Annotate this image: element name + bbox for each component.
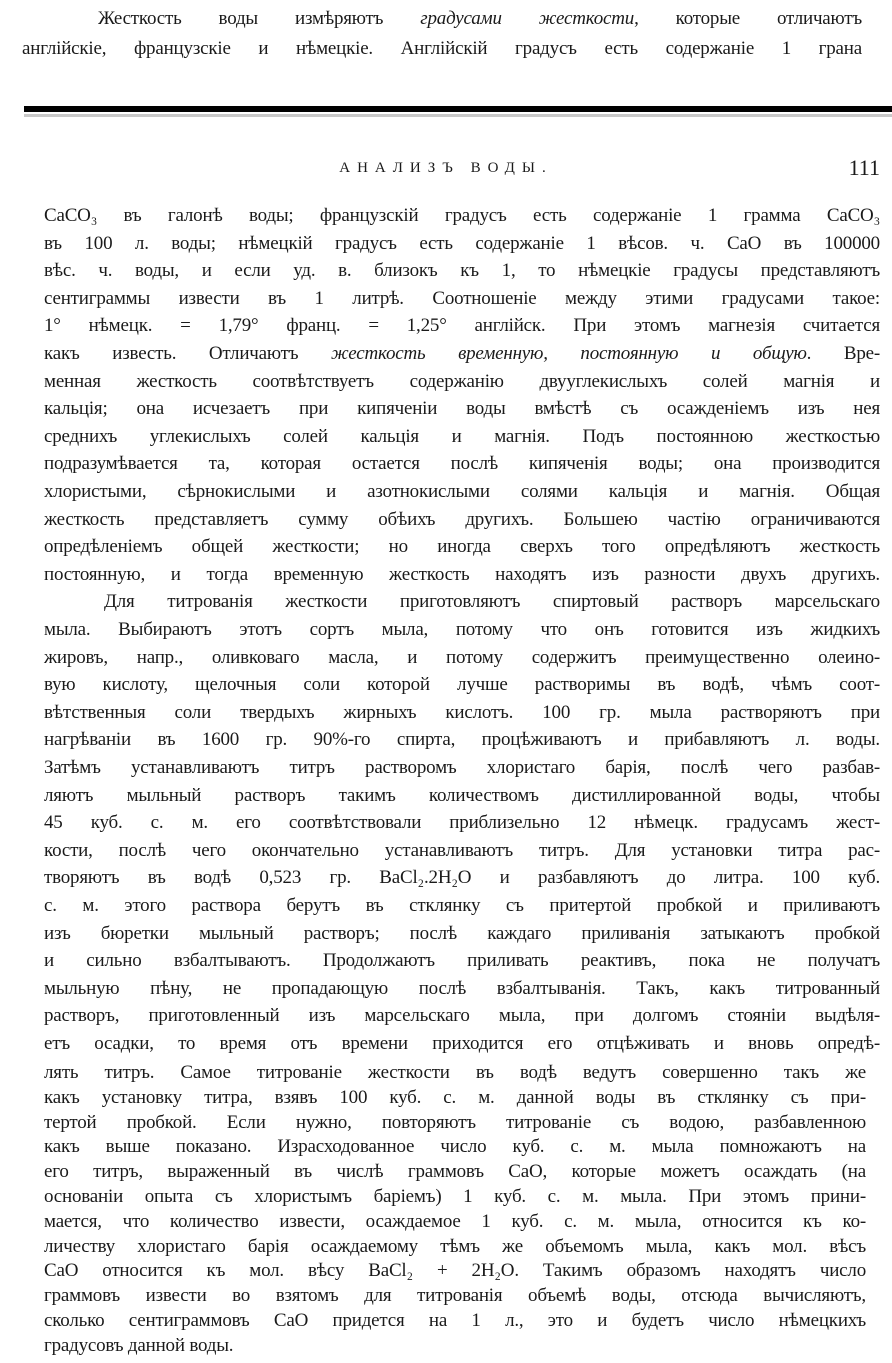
text-line — [44, 757, 880, 779]
text-segment: англійскіе, французскіе и нѣмецкіе. Англійскій градусъ есть содержаніе 1 грана — [22, 38, 862, 59]
text-line — [44, 1033, 880, 1055]
text-line — [44, 1335, 866, 1357]
text-line — [44, 978, 880, 1000]
text-segment: какъ установку титра, взявъ 100 куб. с. м. данной воды въ стклянку съ при- — [44, 1086, 866, 1108]
text-line — [44, 895, 880, 917]
text-line — [44, 1136, 866, 1158]
text-segment: сентиграммы извести въ 1 литрѣ. Соотношеніе между этими градусами такое: — [44, 287, 880, 309]
text-segment: мыльную пѣну, не пропадающую послѣ взбалтыванія. Такъ, какъ титрованный — [44, 977, 880, 999]
text-line — [22, 38, 862, 60]
text-line — [44, 840, 880, 862]
text-segment: въ 100 л. воды; нѣмецкій градусъ есть содержаніе 1 вѣсов. ч. CaO въ 100000 — [44, 232, 880, 254]
text-line — [44, 564, 880, 586]
text-line — [44, 647, 880, 669]
page-number: 111 — [848, 155, 880, 180]
page-divider-shadow — [24, 114, 892, 117]
text-segment: какъ известь. Отличаютъ — [44, 343, 332, 364]
text-segment: граммовъ извести во взятомъ для титрованія объемѣ воды, отсюда вычисляютъ, — [44, 1285, 866, 1307]
text-segment: и сильно взбалтываютъ. Продолжаютъ приливать реактивъ, пока не получатъ — [44, 950, 880, 972]
text-segment: менная жесткость соотвѣтствуетъ содержанію двууглекислыхъ солей магнія и — [44, 370, 880, 392]
text-segment: Жесткость воды измѣряютъ — [98, 8, 421, 29]
text-line — [44, 1112, 866, 1134]
text-segment: какъ выше показано. Израсходованное число куб. с. м. мыла помножаютъ на — [44, 1136, 866, 1158]
italic-text: градусами жесткости — [420, 8, 635, 29]
text-segment: личеству хлористаго барія осаждаемому тѣмъ же объемомъ мыла, какъ мол. вѣсъ — [44, 1235, 866, 1257]
text-line — [44, 536, 880, 558]
text-line — [44, 1161, 866, 1183]
text-segment: подразумѣвается та, которая остается послѣ кипяченія воды; она производится — [44, 453, 880, 475]
text-segment: жировъ, напр., оливковаго масла, и потому содержитъ преимущественно олеино- — [44, 646, 880, 668]
text-segment: вую кислоту, щелочныя соли которой лучше растворимы въ водѣ, чѣмъ соот- — [44, 674, 880, 696]
text-line — [44, 1285, 866, 1307]
text-line — [44, 812, 880, 834]
text-segment: . Вре- — [806, 343, 880, 364]
text-line — [44, 867, 880, 889]
text-line — [44, 509, 880, 531]
text-segment: 45 куб. с. м. его соотвѣтствовали приблизельно 12 нѣмецк. градусамъ жест- — [44, 812, 880, 834]
text-line — [44, 205, 880, 227]
text-segment: тертой пробкой. Если нужно, повторяютъ титрованіе съ водою, разбавленною — [44, 1111, 866, 1133]
text-line — [44, 260, 880, 282]
text-segment: градусовъ данной воды. — [44, 1334, 234, 1356]
text-line — [44, 481, 880, 503]
text-segment: етъ осадки, то время отъ времени приходится его отцѣживать и вновь опредѣ- — [44, 1033, 880, 1054]
running-title: АНАЛИЗЪ ВОДЫ. — [339, 160, 553, 176]
text-segment: Затѣмъ устанавливаютъ титръ растворомъ хлористаго барія, послѣ чего разбав- — [44, 757, 880, 778]
text-line — [44, 426, 880, 448]
text-segment: сколько сентиграммовъ CaO придется на 1 л., это и будетъ число нѣмецкихъ — [44, 1310, 866, 1331]
text-line — [44, 785, 880, 807]
text-segment: постоянную, и тогда временную жесткость находятъ изъ разности двухъ другихъ. — [44, 563, 880, 585]
text-line — [104, 591, 880, 613]
text-line — [44, 1260, 866, 1282]
text-line — [44, 343, 880, 365]
text-segment: хлористыми, сѣрнокислыми и азотнокислыми солями кальція и магнія. Общая — [44, 481, 880, 502]
text-line — [44, 619, 880, 641]
text-line — [44, 1211, 866, 1233]
text-segment: с. м. этого раствора берутъ въ стклянку съ притертой пробкой и приливаютъ — [44, 895, 880, 916]
text-segment: творяютъ въ водѣ 0,523 гр. BaCl₂.2H₂O и разбавляютъ до литра. 100 куб. — [44, 867, 880, 889]
text-line — [44, 674, 880, 696]
text-segment: кальція; она исчезаетъ при кипяченіи воды вмѣстѣ съ осажденіемъ изъ нея — [44, 398, 880, 420]
text-line — [44, 702, 880, 724]
text-segment: жесткость представляетъ сумму обѣихъ другихъ. Большею частію ограничиваются — [44, 508, 880, 530]
text-line — [44, 453, 880, 475]
text-line — [44, 315, 880, 337]
text-line — [44, 1062, 866, 1084]
text-line — [98, 8, 862, 30]
text-line — [44, 398, 880, 420]
text-segment: вѣс. ч. воды, и если уд. в. близокъ къ 1, то нѣмецкіе градусы представляютъ — [44, 260, 880, 282]
italic-text: жесткость временную, постоянную и общую — [331, 343, 807, 364]
text-segment: опредѣленіемъ общей жесткости; но иногда сверхъ того опредѣляютъ жесткость — [44, 536, 880, 558]
text-segment: кости, послѣ чего окончательно устанавливаютъ титръ. Для установки титра рас- — [44, 839, 880, 861]
text-segment: его титръ, выраженный въ числѣ граммовъ CaO, которые можетъ осаждать (на — [44, 1161, 866, 1183]
text-line — [44, 1236, 866, 1258]
text-line — [44, 1087, 866, 1109]
text-segment: мыла. Выбираютъ этотъ сортъ мыла, потому что онъ готовится изъ жидкихъ — [44, 619, 880, 640]
text-segment: , которые отличаютъ — [634, 8, 863, 29]
text-segment: изъ бюретки мыльный растворъ; послѣ каждаго приливанія затыкаютъ пробкой — [44, 922, 880, 944]
text-line — [44, 371, 880, 393]
page-divider-rule — [24, 106, 892, 112]
text-segment: среднихъ углекислыхъ солей кальція и магнія. Подъ постоянною жесткостью — [44, 425, 880, 447]
text-line — [44, 1186, 866, 1208]
text-line — [44, 288, 880, 310]
text-segment: Для титрованія жесткости приготовляютъ спиртовый растворъ марсельскаго — [104, 591, 880, 613]
text-segment: ляютъ мыльный растворъ такимъ количествомъ дистиллированной воды, чтобы — [44, 784, 880, 806]
text-line — [44, 923, 880, 945]
text-segment: лять титръ. Самое титрованіе жесткости въ водѣ ведутъ совершенно такъ же — [44, 1062, 866, 1083]
text-line — [44, 950, 880, 972]
text-line — [44, 1005, 880, 1027]
text-segment: вѣтственныя соли твердыхъ жирныхъ кислотъ. 100 гр. мыла растворяютъ при — [44, 701, 880, 723]
text-segment: основаніи опыта съ хлористымъ баріемъ) 1 куб. с. м. мыла. При этомъ прини- — [44, 1186, 866, 1207]
text-segment: 1° нѣмецк. = 1,79° франц. = 1,25° англійск. При этомъ магнезія считается — [44, 315, 880, 337]
text-segment: растворъ, приготовленный изъ марсельскаго мыла, при долгомъ стояніи выдѣля- — [44, 1005, 880, 1027]
text-segment: CaCO₃ въ галонѣ воды; французскій градусъ есть содержаніе 1 грамма CaCO₃ — [44, 205, 880, 226]
text-line — [44, 233, 880, 255]
text-line — [44, 1310, 866, 1332]
text-line — [44, 729, 880, 751]
text-segment: мается, что количество извести, осаждаемое 1 куб. с. м. мыла, относится къ ко- — [44, 1210, 866, 1232]
text-segment: нагрѣваніи въ 1600 гр. 90%-го спирта, процѣживаютъ и прибавляютъ л. воды. — [44, 729, 880, 751]
text-segment: CaO относится къ мол. вѣсу BaCl₂ + 2H₂O. Такимъ образомъ находятъ число — [44, 1260, 866, 1282]
